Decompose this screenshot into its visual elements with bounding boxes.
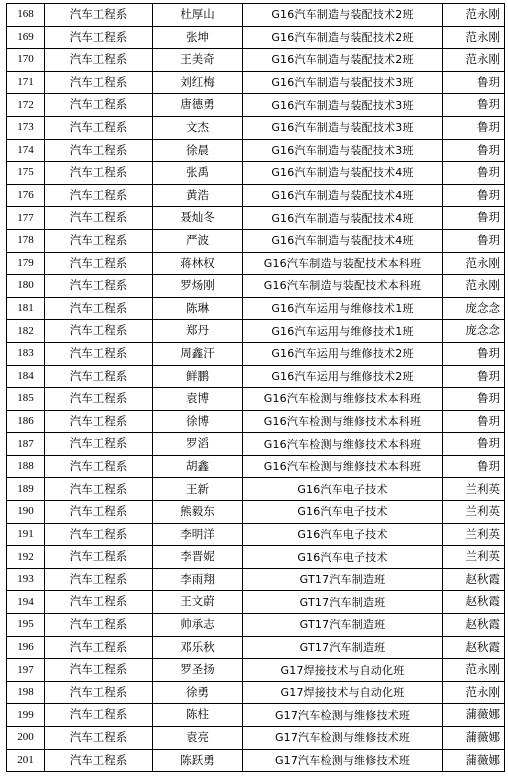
table-row — [7, 49, 505, 72]
row-number-cell: 168 — [7, 4, 45, 27]
row-number-cell: 182 — [7, 320, 45, 343]
row-number-cell: 192 — [7, 546, 45, 569]
student-name-cell: 唐德勇 — [153, 94, 243, 117]
table-row — [7, 749, 505, 772]
class-name-cell: G16汽车制造与装配技术3班 — [243, 139, 443, 162]
table-row — [7, 614, 505, 637]
teacher-cell: 鲁玥 — [443, 184, 505, 207]
table-row — [7, 591, 505, 614]
department-cell: 汽车工程系 — [45, 455, 153, 478]
row-number-cell: 169 — [7, 26, 45, 49]
teacher-cell: 鲁玥 — [443, 71, 505, 94]
table-row — [7, 636, 505, 659]
row-number-cell: 193 — [7, 568, 45, 591]
department-cell: 汽车工程系 — [45, 71, 153, 94]
table-row — [7, 546, 505, 569]
student-name-cell: 张禹 — [153, 162, 243, 185]
student-name-cell: 李雨翔 — [153, 568, 243, 591]
department-cell: 汽车工程系 — [45, 116, 153, 139]
teacher-cell: 范永刚 — [443, 4, 505, 27]
student-name-cell: 郑丹 — [153, 320, 243, 343]
student-name-cell: 熊毅东 — [153, 501, 243, 524]
class-name-cell: G16汽车制造与装配技术2班 — [243, 26, 443, 49]
department-cell: 汽车工程系 — [45, 252, 153, 275]
department-cell: 汽车工程系 — [45, 433, 153, 456]
row-number-cell: 186 — [7, 410, 45, 433]
teacher-cell: 蒲薇娜 — [443, 727, 505, 750]
class-name-cell: GT17汽车制造班 — [243, 614, 443, 637]
teacher-cell: 赵秋霞 — [443, 568, 505, 591]
teacher-cell: 鲁玥 — [443, 455, 505, 478]
student-name-cell: 刘红梅 — [153, 71, 243, 94]
row-number-cell: 200 — [7, 727, 45, 750]
teacher-cell: 赵秋霞 — [443, 614, 505, 637]
row-number-cell: 179 — [7, 252, 45, 275]
class-name-cell: G16汽车制造与装配技术本科班 — [243, 252, 443, 275]
row-number-cell: 187 — [7, 433, 45, 456]
student-list-sheet — [6, 3, 504, 772]
class-name-cell: G16汽车制造与装配技术本科班 — [243, 275, 443, 298]
row-number-cell: 180 — [7, 275, 45, 298]
class-name-cell: GT17汽车制造班 — [243, 568, 443, 591]
department-cell: 汽车工程系 — [45, 681, 153, 704]
department-cell: 汽车工程系 — [45, 184, 153, 207]
class-name-cell: G16汽车制造与装配技术4班 — [243, 162, 443, 185]
student-name-cell: 袁亮 — [153, 727, 243, 750]
student-name-cell: 袁博 — [153, 388, 243, 411]
class-name-cell: G16汽车制造与装配技术3班 — [243, 116, 443, 139]
department-cell: 汽车工程系 — [45, 636, 153, 659]
class-name-cell: G16汽车电子技术 — [243, 546, 443, 569]
row-number-cell: 183 — [7, 342, 45, 365]
student-name-cell: 文杰 — [153, 116, 243, 139]
row-number-cell: 172 — [7, 94, 45, 117]
department-cell: 汽车工程系 — [45, 207, 153, 230]
table-row — [7, 704, 505, 727]
teacher-cell: 范永刚 — [443, 659, 505, 682]
class-name-cell: G17汽车检测与维修技术班 — [243, 749, 443, 772]
student-name-cell: 聂灿冬 — [153, 207, 243, 230]
department-cell: 汽车工程系 — [45, 614, 153, 637]
teacher-cell: 鲁玥 — [443, 162, 505, 185]
table-row — [7, 184, 505, 207]
teacher-cell: 兰利英 — [443, 501, 505, 524]
student-name-cell: 李明洋 — [153, 523, 243, 546]
table-row — [7, 365, 505, 388]
student-name-cell: 严波 — [153, 229, 243, 252]
class-name-cell: G16汽车检测与维修技术本科班 — [243, 433, 443, 456]
class-name-cell: G16汽车运用与维修技术1班 — [243, 297, 443, 320]
student-name-cell: 罗滔 — [153, 433, 243, 456]
row-number-cell: 178 — [7, 229, 45, 252]
teacher-cell: 蒲薇娜 — [443, 704, 505, 727]
teacher-cell: 鲁玥 — [443, 229, 505, 252]
class-name-cell: G16汽车运用与维修技术2班 — [243, 342, 443, 365]
department-cell: 汽车工程系 — [45, 26, 153, 49]
teacher-cell: 鲁玥 — [443, 207, 505, 230]
class-name-cell: G16汽车运用与维修技术1班 — [243, 320, 443, 343]
row-number-cell: 194 — [7, 591, 45, 614]
department-cell: 汽车工程系 — [45, 94, 153, 117]
student-name-cell: 罗炀刚 — [153, 275, 243, 298]
teacher-cell: 赵秋霞 — [443, 636, 505, 659]
department-cell: 汽车工程系 — [45, 501, 153, 524]
teacher-cell: 鲁玥 — [443, 365, 505, 388]
table-row — [7, 320, 505, 343]
class-name-cell: G16汽车检测与维修技术本科班 — [243, 455, 443, 478]
row-number-cell: 181 — [7, 297, 45, 320]
row-number-cell: 170 — [7, 49, 45, 72]
row-number-cell: 184 — [7, 365, 45, 388]
table-row — [7, 116, 505, 139]
class-name-cell: G16汽车制造与装配技术2班 — [243, 49, 443, 72]
teacher-cell: 鲁玥 — [443, 116, 505, 139]
student-name-cell: 黄浩 — [153, 184, 243, 207]
teacher-cell: 范永刚 — [443, 275, 505, 298]
table-row — [7, 433, 505, 456]
table-row — [7, 681, 505, 704]
row-number-cell: 185 — [7, 388, 45, 411]
table-row — [7, 342, 505, 365]
table-row — [7, 523, 505, 546]
row-number-cell: 175 — [7, 162, 45, 185]
department-cell: 汽车工程系 — [45, 297, 153, 320]
department-cell: 汽车工程系 — [45, 320, 153, 343]
department-cell: 汽车工程系 — [45, 591, 153, 614]
row-number-cell: 171 — [7, 71, 45, 94]
table-row — [7, 252, 505, 275]
row-number-cell: 190 — [7, 501, 45, 524]
department-cell: 汽车工程系 — [45, 4, 153, 27]
table-row — [7, 727, 505, 750]
department-cell: 汽车工程系 — [45, 523, 153, 546]
student-name-cell: 李晋妮 — [153, 546, 243, 569]
class-name-cell: G16汽车电子技术 — [243, 523, 443, 546]
table-row — [7, 297, 505, 320]
teacher-cell: 庞念念 — [443, 297, 505, 320]
class-name-cell: G17汽车检测与维修技术班 — [243, 704, 443, 727]
class-name-cell: G17焊接技术与自动化班 — [243, 681, 443, 704]
table-row — [7, 207, 505, 230]
table-row — [7, 229, 505, 252]
row-number-cell: 198 — [7, 681, 45, 704]
row-number-cell: 191 — [7, 523, 45, 546]
class-name-cell: G16汽车电子技术 — [243, 478, 443, 501]
student-name-cell: 张坤 — [153, 26, 243, 49]
student-name-cell: 周鑫汗 — [153, 342, 243, 365]
teacher-cell: 鲁玥 — [443, 139, 505, 162]
table-row — [7, 410, 505, 433]
department-cell: 汽车工程系 — [45, 478, 153, 501]
student-name-cell: 徐博 — [153, 410, 243, 433]
department-cell: 汽车工程系 — [45, 546, 153, 569]
row-number-cell: 188 — [7, 455, 45, 478]
row-number-cell: 196 — [7, 636, 45, 659]
department-cell: 汽车工程系 — [45, 49, 153, 72]
student-name-cell: 王文蔚 — [153, 591, 243, 614]
class-name-cell: G16汽车电子技术 — [243, 501, 443, 524]
class-name-cell: G16汽车制造与装配技术4班 — [243, 207, 443, 230]
student-name-cell: 徐勇 — [153, 681, 243, 704]
student-table — [6, 3, 505, 772]
teacher-cell: 范永刚 — [443, 26, 505, 49]
department-cell: 汽车工程系 — [45, 342, 153, 365]
teacher-cell: 范永刚 — [443, 681, 505, 704]
student-name-cell: 陈柱 — [153, 704, 243, 727]
department-cell: 汽车工程系 — [45, 275, 153, 298]
department-cell: 汽车工程系 — [45, 388, 153, 411]
teacher-cell: 鲁玥 — [443, 410, 505, 433]
row-number-cell: 173 — [7, 116, 45, 139]
student-name-cell: 杜厚山 — [153, 4, 243, 27]
row-number-cell: 195 — [7, 614, 45, 637]
table-row — [7, 275, 505, 298]
student-name-cell: 鲜鹏 — [153, 365, 243, 388]
teacher-cell: 范永刚 — [443, 252, 505, 275]
teacher-cell: 鲁玥 — [443, 388, 505, 411]
student-name-cell: 陈琳 — [153, 297, 243, 320]
class-name-cell: G16汽车检测与维修技术本科班 — [243, 388, 443, 411]
table-row — [7, 71, 505, 94]
student-table-body — [7, 4, 505, 772]
teacher-cell: 庞念念 — [443, 320, 505, 343]
table-row — [7, 139, 505, 162]
table-row — [7, 478, 505, 501]
class-name-cell: G16汽车制造与装配技术2班 — [243, 4, 443, 27]
row-number-cell: 201 — [7, 749, 45, 772]
department-cell: 汽车工程系 — [45, 410, 153, 433]
teacher-cell: 范永刚 — [443, 49, 505, 72]
class-name-cell: G16汽车制造与装配技术3班 — [243, 94, 443, 117]
row-number-cell: 176 — [7, 184, 45, 207]
table-row — [7, 162, 505, 185]
student-name-cell: 陈跃勇 — [153, 749, 243, 772]
class-name-cell: G16汽车检测与维修技术本科班 — [243, 410, 443, 433]
student-name-cell: 帅承志 — [153, 614, 243, 637]
class-name-cell: G16汽车制造与装配技术4班 — [243, 184, 443, 207]
table-row — [7, 4, 505, 27]
student-name-cell: 邓乐秋 — [153, 636, 243, 659]
row-number-cell: 189 — [7, 478, 45, 501]
row-number-cell: 174 — [7, 139, 45, 162]
department-cell: 汽车工程系 — [45, 749, 153, 772]
class-name-cell: GT17汽车制造班 — [243, 591, 443, 614]
department-cell: 汽车工程系 — [45, 365, 153, 388]
row-number-cell: 199 — [7, 704, 45, 727]
department-cell: 汽车工程系 — [45, 659, 153, 682]
student-name-cell: 罗圣扬 — [153, 659, 243, 682]
department-cell: 汽车工程系 — [45, 162, 153, 185]
table-row — [7, 455, 505, 478]
teacher-cell: 鲁玥 — [443, 342, 505, 365]
student-name-cell: 王美奇 — [153, 49, 243, 72]
teacher-cell: 鲁玥 — [443, 433, 505, 456]
teacher-cell: 兰利英 — [443, 546, 505, 569]
table-row — [7, 388, 505, 411]
table-row — [7, 26, 505, 49]
class-name-cell: G17焊接技术与自动化班 — [243, 659, 443, 682]
row-number-cell: 197 — [7, 659, 45, 682]
department-cell: 汽车工程系 — [45, 139, 153, 162]
table-row — [7, 501, 505, 524]
table-row — [7, 659, 505, 682]
table-row — [7, 94, 505, 117]
class-name-cell: G16汽车运用与维修技术2班 — [243, 365, 443, 388]
department-cell: 汽车工程系 — [45, 727, 153, 750]
department-cell: 汽车工程系 — [45, 229, 153, 252]
class-name-cell: G16汽车制造与装配技术4班 — [243, 229, 443, 252]
student-name-cell: 徐晨 — [153, 139, 243, 162]
class-name-cell: G16汽车制造与装配技术3班 — [243, 71, 443, 94]
student-name-cell: 胡鑫 — [153, 455, 243, 478]
class-name-cell: G17汽车检测与维修技术班 — [243, 727, 443, 750]
teacher-cell: 兰利英 — [443, 478, 505, 501]
student-name-cell: 蒋林权 — [153, 252, 243, 275]
teacher-cell: 蒲薇娜 — [443, 749, 505, 772]
table-row — [7, 568, 505, 591]
class-name-cell: GT17汽车制造班 — [243, 636, 443, 659]
teacher-cell: 兰利英 — [443, 523, 505, 546]
teacher-cell: 鲁玥 — [443, 94, 505, 117]
teacher-cell: 赵秋霞 — [443, 591, 505, 614]
row-number-cell: 177 — [7, 207, 45, 230]
department-cell: 汽车工程系 — [45, 704, 153, 727]
department-cell: 汽车工程系 — [45, 568, 153, 591]
student-name-cell: 王新 — [153, 478, 243, 501]
